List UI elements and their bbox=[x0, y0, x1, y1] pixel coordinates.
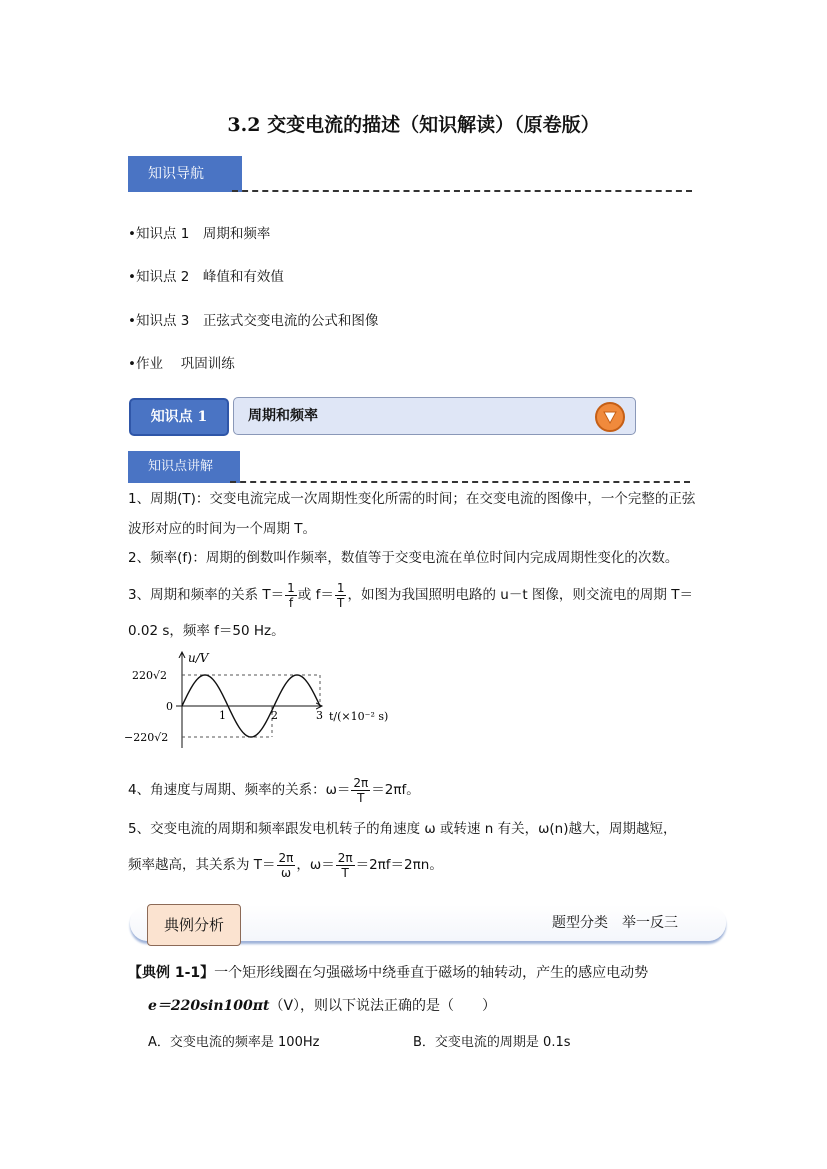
toc-item-1[interactable]: •知识点 1 周期和频率 bbox=[128, 226, 271, 242]
explain-tag-arrow bbox=[220, 451, 236, 483]
option-b[interactable]: B．交变电流的周期是 0.1s bbox=[413, 1035, 571, 1050]
example-text: 一个矩形线圈在匀强磁场中绕垂直于磁场的轴转动，产生的感应电动势 bbox=[214, 965, 649, 981]
chevron-down-icon[interactable] bbox=[595, 402, 625, 432]
para-rotor: 5、交变电流的周期和频率跟发电机转子的角速度 ω 或转速 n 有关，ω(n)越大，周期越短， bbox=[128, 821, 677, 837]
toc-item-3[interactable]: •知识点 3 正弦式交变电流的公式和图像 bbox=[128, 313, 379, 329]
fraction-2pi-over-T: $\frac{2\pi}{T}$ bbox=[353, 775, 369, 805]
fraction-1-over-f: $\frac{1}{f}$ bbox=[287, 580, 295, 610]
kp-title-bar bbox=[233, 397, 636, 435]
para-period: 1、周期(T)：交变电流完成一次周期性变化所需的时间；在交变电流的图像中，一个完整的正弦波形对应的时间为一个周期 T。 bbox=[128, 491, 696, 537]
example-header-right: 题型分类 举一反三 bbox=[552, 915, 678, 931]
x-label: t/(×10⁻² s) bbox=[329, 710, 389, 723]
toc-item-homework[interactable]: •作业 巩固训练 bbox=[128, 356, 235, 372]
kp-title: 周期和频率 bbox=[248, 408, 318, 424]
fraction-2pi-over-omega: $\frac{2\pi}{\omega}$ bbox=[278, 850, 294, 880]
y-bottom-label: −220√2 bbox=[124, 731, 169, 744]
para-angular: 4、角速度与周期、频率的关系：ω＝ $\frac{2\pi}{T}$ ＝2πf。 bbox=[128, 775, 420, 805]
example-label: 【典例 1-1】 bbox=[128, 965, 215, 981]
nav-tag: 知识导航 bbox=[128, 156, 242, 192]
page-title: 3.2 交变电流的描述（知识解读）（原卷版） bbox=[227, 114, 600, 136]
toc-item-2[interactable]: •知识点 2 峰值和有效值 bbox=[128, 269, 284, 285]
fraction-1-over-T: $\frac{1}{T}$ bbox=[336, 580, 345, 610]
x-tick-3: 3 bbox=[316, 709, 323, 722]
para-relation-line2: 0.02 s，频率 f＝50 Hz。 bbox=[128, 623, 285, 639]
explain-tag: 知识点讲解 bbox=[128, 451, 240, 483]
option-a[interactable]: A．交变电流的频率是 100Hz bbox=[148, 1035, 320, 1050]
kp-badge: 知识点 1 bbox=[129, 398, 229, 436]
x-tick-1: 1 bbox=[219, 709, 226, 722]
y-zero-label: 0 bbox=[166, 700, 173, 713]
para-frequency: 2、频率(f)：周期的倒数叫作频率，数值等于交变电流在单位时间内完成周期性变化的次数。 bbox=[128, 550, 679, 566]
y-top-label: 220√2 bbox=[132, 669, 168, 682]
fraction-2pi-over-T-2: $\frac{2\pi}{T}$ bbox=[337, 850, 353, 880]
example-header-label: 典例分析 bbox=[147, 904, 241, 946]
y-label: u/V bbox=[188, 651, 209, 665]
example-formula: e＝220sin100πt bbox=[148, 998, 270, 1014]
nav-tag-arrow bbox=[222, 156, 238, 192]
x-tick-2: 2 bbox=[271, 709, 278, 722]
example-formula-line: e＝220sin100πt（V），则以下说法正确的是（ ） bbox=[148, 998, 497, 1014]
para-rotor-line2: 频率越高，其关系为 T＝ $\frac{2\pi}{\omega}$ ，ω＝ $\frac{2\pi}{T}$ ＝2πf＝2πn。 bbox=[128, 850, 443, 880]
nav-divider bbox=[232, 190, 692, 192]
ut-graph bbox=[122, 648, 392, 753]
example-1-1 bbox=[128, 962, 728, 982]
explain-divider bbox=[230, 481, 690, 483]
para-relation: 3、周期和频率的关系 T＝ $\frac{1}{f}$ 或 f＝ $\frac{1}{T}$ ，如图为我国照明电路的 u－t 图像，则交流电的周期 T＝ bbox=[128, 580, 693, 610]
